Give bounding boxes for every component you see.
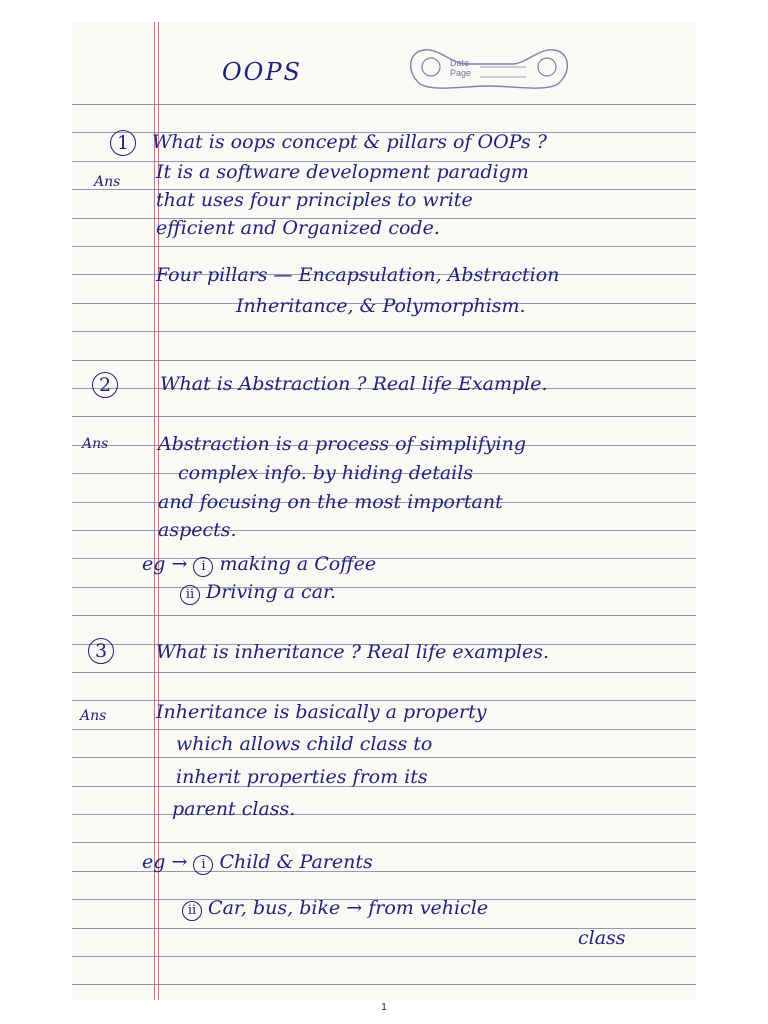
answer-marker-2: Ans (82, 436, 109, 452)
ruled-line (72, 956, 696, 957)
answer-3-line: Inheritance is basically a property (156, 701, 487, 723)
ruled-line (72, 104, 696, 105)
ruled-line (72, 615, 696, 616)
ruled-line (72, 246, 696, 247)
page-title: OOPS (222, 58, 302, 86)
example-marker: ii (182, 901, 202, 921)
answer-3-line: which allows child class to (176, 733, 433, 755)
question-number-2: 2 (92, 372, 118, 398)
answer-2-line: Abstraction is a process of simplifying (158, 433, 527, 455)
page-number: 1 (381, 1002, 387, 1013)
ruled-line (72, 729, 696, 730)
answer-3-line: parent class. (172, 798, 296, 820)
answer-marker-3: Ans (80, 708, 107, 724)
example-prefix: eg → (142, 851, 188, 873)
example-2-2 (180, 580, 336, 605)
ruled-line (72, 360, 696, 361)
example-text: Child & Parents (219, 851, 373, 873)
answer-1-line: Four pillars — Encapsulation, Abstraction (156, 264, 560, 286)
example-3-1 (142, 850, 373, 875)
question-number-1: 1 (110, 130, 136, 156)
ruled-line (72, 842, 696, 843)
ruled-line (72, 814, 696, 815)
answer-2-line: and focusing on the most important (158, 491, 503, 513)
example-marker: i (193, 855, 213, 875)
date-page-stamp (404, 44, 574, 94)
answer-2-line: aspects. (158, 519, 237, 541)
ruled-line (72, 416, 696, 417)
answer-1-line: efficient and Organized code. (156, 217, 440, 239)
answer-1-line: It is a software development paradigm (156, 161, 529, 183)
question-2-text: What is Abstraction ? Real life Example. (160, 373, 548, 395)
ruled-line (72, 757, 696, 758)
answer-marker-1: Ans (94, 174, 121, 190)
answer-1-line: that uses four principles to write (156, 189, 473, 211)
ruled-line (72, 984, 696, 985)
answer-3-line: inherit properties from its (176, 766, 428, 788)
question-1-text: What is oops concept & pillars of OOPs ? (152, 131, 547, 153)
example-marker: i (193, 557, 213, 577)
answer-1-line: Inheritance, & Polymorphism. (236, 295, 526, 317)
answer-2-line: complex info. by hiding details (178, 462, 474, 484)
example-3-continuation: class (578, 927, 626, 949)
question-3-text: What is inheritance ? Real life examples. (156, 641, 549, 663)
example-prefix: eg → (142, 553, 188, 575)
ruled-line (72, 672, 696, 673)
example-text: making a Coffee (219, 553, 377, 575)
ruled-line (72, 331, 696, 332)
question-number-3: 3 (88, 638, 114, 664)
page-label: Page (450, 68, 472, 78)
date-label: Date (450, 58, 470, 68)
ruled-line (72, 587, 696, 588)
example-2-1 (142, 552, 376, 577)
date-stamp-frame-icon (404, 44, 574, 94)
example-text: Driving a car. (206, 581, 337, 603)
example-marker: ii (180, 585, 200, 605)
example-text: Car, bus, bike → from vehicle (208, 897, 489, 919)
example-3-2 (182, 896, 488, 921)
